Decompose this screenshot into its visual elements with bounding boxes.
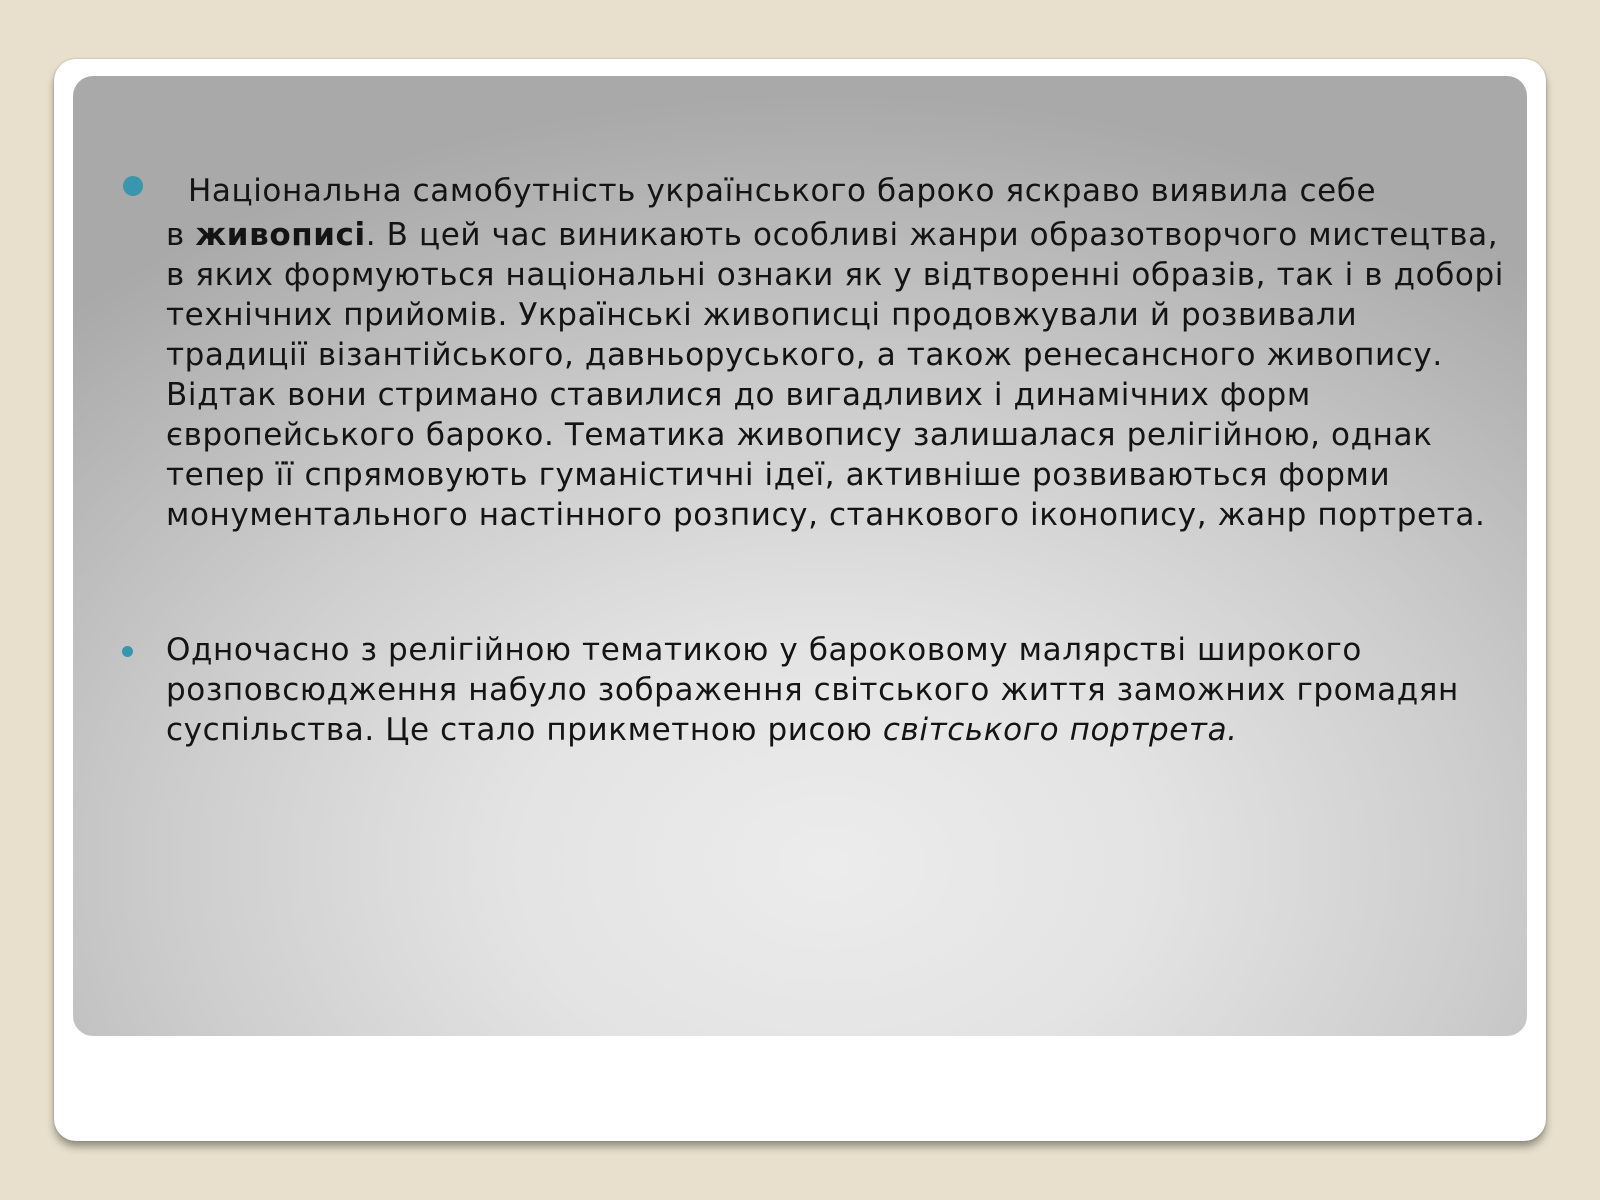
bullet-dot <box>123 176 143 196</box>
bullet-dot <box>122 646 133 657</box>
paragraph-prefix: в <box>166 217 196 253</box>
bullet-paragraph-1 <box>166 170 1506 535</box>
bullet-paragraph-2 <box>166 630 1506 750</box>
italic-term: світського портрета. <box>882 712 1238 748</box>
paragraph-body: . В цей час виникають особливі жанри образотворчого мистецтва, в яких формуються національні ознаки як у відтворенні образів, так і в доборі технічних прийомів. Українські живописці продовжували й розвивали традиції візантійського, давньоруського, а також ренесансного живопису. Відтак вони стримано ставилися до вигадливих і динамічних форм європейського бароко. Тематика живопису залишалася релігійною, однак тепер її спрямовують гуманістичні ідеї, активніше розвиваються форми монументального настінного розпису, станкового іконопису, жанр портрета. <box>166 217 1504 533</box>
paragraph-first-line: Національна самобутність українського бароко яскраво виявила себе <box>188 173 1377 209</box>
bold-term: живописі <box>195 217 366 253</box>
paragraph-body: Одночасно з релігійною тематикою у бароковому малярстві широкого розповсюдження набуло зображення світського життя заможних громадян суспільства. Це стало прикметною рисою <box>166 632 1459 748</box>
